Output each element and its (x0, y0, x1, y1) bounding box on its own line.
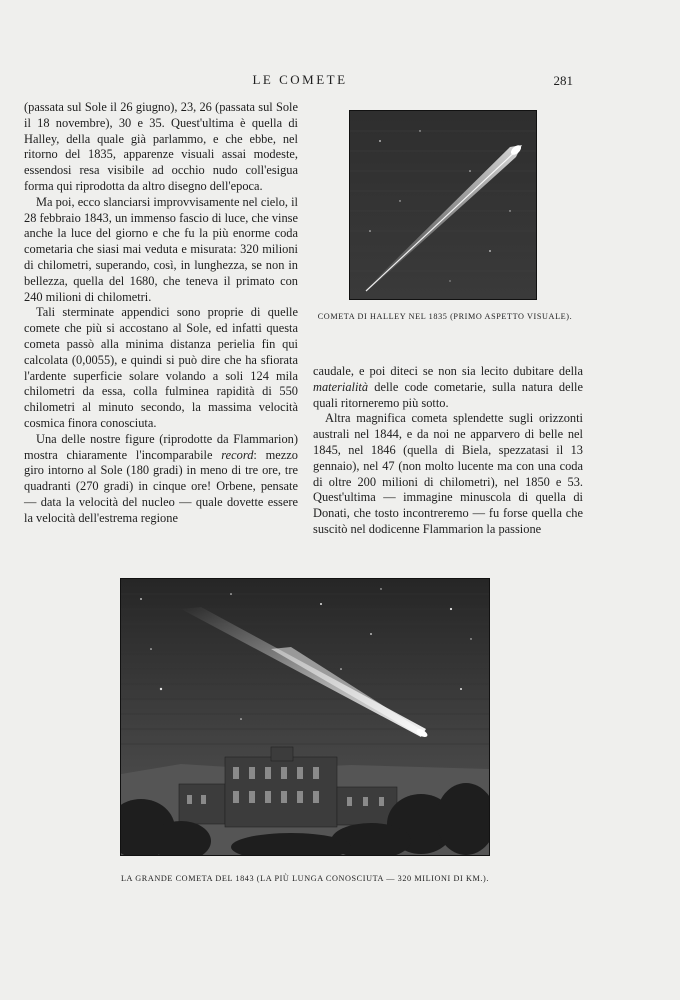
great-comet-1843-engraving (120, 578, 490, 856)
emphasis: materialità (313, 379, 369, 394)
paragraph-text: : mezzo giro intorno al Sole (180 gradi) in meno di tre ore, tre quadranti (270 gradi) in cinque ore! Orbene, pensate — data la velocità del nucleo — quale dovette essere la velocità dell'estrema regione (24, 447, 299, 525)
halley-comet-illustration (350, 111, 536, 299)
paragraph (24, 432, 298, 527)
great-comet-illustration (121, 579, 489, 855)
paragraph: Altra magnifica cometa splendette sugli orizzonti australi nel 1844, e da noi ne apparvero di belle nel 1845, nel 1846 (quella di Biela, spezzatasi il 13 gennaio), nel 47 (non molto lucente ma con una coda di oltre 200 milioni di chilometri), nel 1850 e 53. Quest'ultima — immagine minuscola di quella di Donati, che tosto incontreremo — fu forse quella che suscitò nel dodicenne Flammarion la passione (313, 411, 583, 536)
running-title: LE COMETE (252, 72, 348, 87)
emphasis: record (221, 447, 254, 462)
paragraph-text: Una delle nostre figure (riprodotte da Flammarion) mostra chiaramente l'incomparabile (24, 431, 298, 462)
page-number: 281 (553, 73, 573, 88)
halley-figure-caption: COMETA DI HALLEY NEL 1835 (PRIMO ASPETTO VISUALE). (317, 312, 573, 321)
paragraph-text: caudale, e poi diteci se non sia lecito dubitare della (313, 364, 583, 378)
great-comet-figure-caption: LA GRANDE COMETA DEL 1843 (LA PIÙ LUNGA CONOSCIUTA — 320 MILIONI DI KM.). (120, 874, 490, 883)
halley-comet-engraving (349, 110, 537, 300)
paragraph: Ma poi, ecco slanciarsi improvvisamente nel cielo, il 28 febbraio 1843, un immenso fascio di luce, che vinse anche la luce del giorno e che fu la più enorme coda cometaria che siasi mai veduta e misurata: 320 milioni di chilometri, superando, così, in lunghezza, se non in bellezza, quella del 1680, che teneva il primato con 240 milioni di chilometri. (24, 194, 298, 304)
right-text-column (313, 364, 583, 538)
paragraph: (passata sul Sole il 26 giugno), 23, 26 (passata sul Sole il 18 novembre), 30 e 35. Quest'ultima è quella di Halley, della quale già parlammo, e che ebbe, nel ritorno del 1835, apparenze visuali assai modeste, essendosi resa visibile ad occhio nudo coll'esigua forma qui riprodotta da altro disegno dell'epoca. (24, 100, 298, 193)
paragraph (313, 364, 583, 411)
left-text-column (24, 100, 298, 527)
paragraph: Tali sterminate appendici sono proprie di quelle comete che più si accostano al Sole, ed infatti questa cometa passò alla minima distanza perielia fin qui calcolata (0,0055), e quindi si può dire che ha sfiorata l'ardente superficie solare volando a soli 124 mila chilometri da essa, colla fulminea rapidità di 550 chilometri al minuto secondo, la massima velocità cosmica finora conosciuta. (24, 305, 298, 430)
paragraph-text: delle code cometarie, sulla natura delle quali ritorneremo più sotto. (313, 379, 583, 410)
